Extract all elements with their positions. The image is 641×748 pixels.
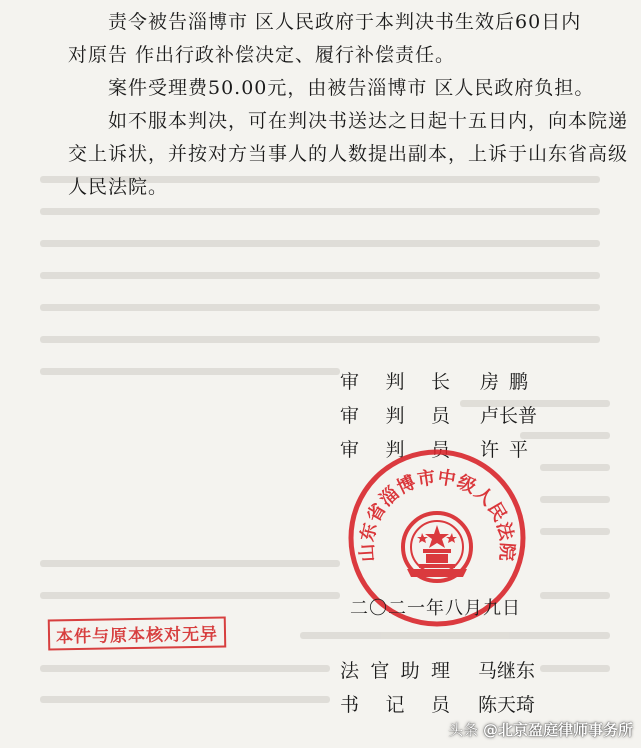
clerk-assistant xyxy=(340,656,535,683)
signature-role: 审判员 xyxy=(340,439,450,461)
body-line-6: 人民法院。 xyxy=(68,176,169,198)
watermark-handle: @北京盈庭律师事务所 xyxy=(482,721,633,739)
signature-judge-1 xyxy=(340,404,537,428)
signature-role: 审判长 xyxy=(340,371,450,393)
body-line-2: 对原告 作出行政补偿决定、履行补偿责任。 xyxy=(68,44,456,66)
watermark-prefix: 头条 xyxy=(448,721,479,739)
body-line-4: 如不服本判决，可在判决书送达之日起十五日内，向本院递 xyxy=(108,110,629,132)
clerk-recorder xyxy=(340,690,535,717)
signature-presiding-judge xyxy=(340,370,538,394)
verification-stamp-text: 本件与原本核对无异 xyxy=(55,624,219,648)
signature-name: 许平 xyxy=(480,439,539,461)
signature-role: 审判员 xyxy=(340,405,450,427)
judgment-date: 二〇二一年八月九日 xyxy=(350,598,521,619)
verification-stamp xyxy=(48,616,227,650)
seal-text: 山东省淄博市中级人民法院 xyxy=(356,467,518,563)
clerk-role: 法官助理 xyxy=(340,660,450,682)
watermark xyxy=(448,719,633,740)
signature-name: 房鹏 xyxy=(480,371,539,393)
clerk-name: 马继东 xyxy=(478,660,536,682)
signature-name: 卢长普 xyxy=(480,405,538,427)
body-line-1: 责令被告淄博市 区人民政府于本判决书生效后60日内 xyxy=(108,11,582,33)
clerk-name: 陈天琦 xyxy=(478,694,536,716)
body-line-5: 交上诉状，并按对方当事人的人数提出副本，上诉于山东省高级 xyxy=(68,143,629,165)
clerk-role: 书记员 xyxy=(340,694,450,716)
body-line-3: 案件受理费50.00元，由被告淄博市 区人民政府负担。 xyxy=(108,77,595,99)
